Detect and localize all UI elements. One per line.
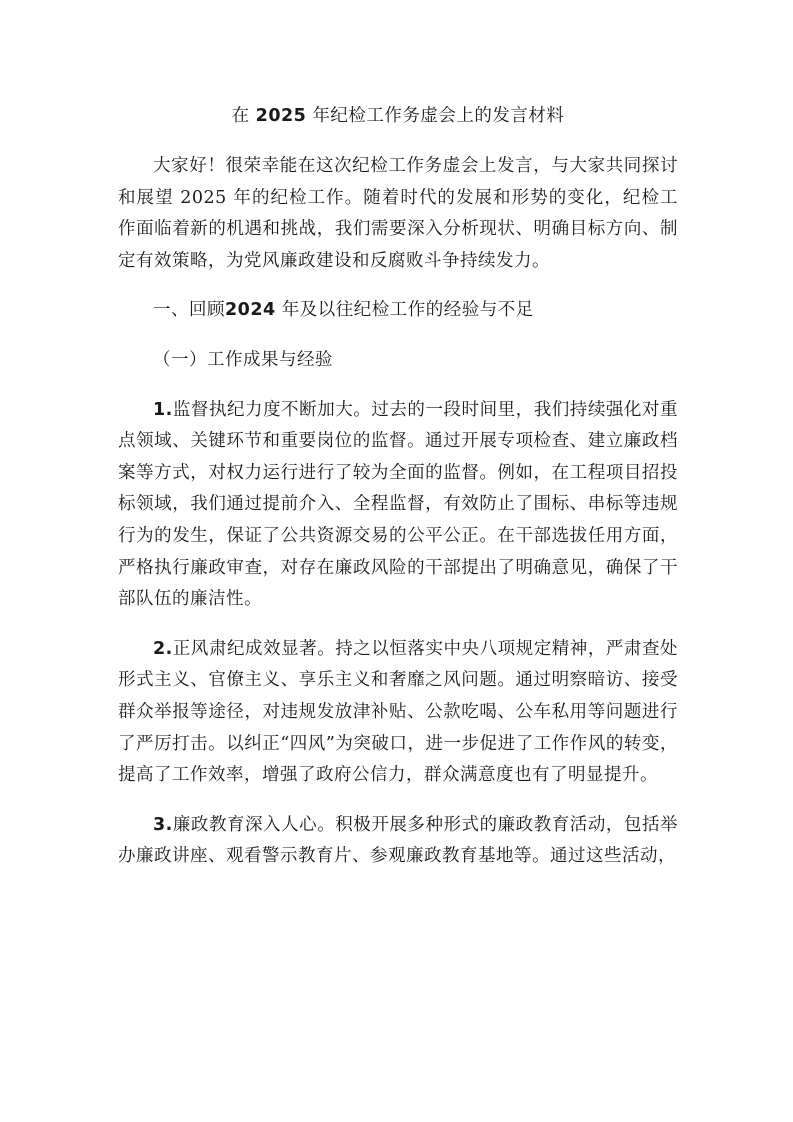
- list-item-paragraph: [118, 810, 678, 873]
- item-text: 监督执纪力度不断加大。过去的一段时间里，我们持续强化对重点领域、关键环节和重要岗位的监督。通过开展专项检查、建立廉政档案等方式，对权力运行进行了较为全面的监督。例如，在工程项目招投标领域，我们通过提前介入、全程监督，有效防止了围标、串标等违规行为的发生，保证了公共资源交易的公平公正。在干部选拔任用方面，严格执行廉政审查，对存在廉政风险的干部提出了明确意见，确保了干部队伍的廉洁性。: [118, 399, 678, 610]
- title-prefix: 在: [231, 106, 250, 126]
- section-heading-suffix: 年及以往纪检工作的经验与不足: [281, 300, 534, 321]
- title-suffix: 年纪检工作务虚会上的发言材料: [312, 106, 565, 126]
- section-heading-prefix: 一、回顾: [153, 300, 225, 321]
- intro-paragraph: 大家好！很荣幸能在这次纪检工作务虚会上发言，与大家共同探讨和展望 2025 年的纪检工作。随着时代的发展和形势的变化，纪检工作面临着新的机遇和挑战，我们需要深入分析现状、明确目标方向、制定有效策略，为党风廉政建设和反腐败斗争持续发力。: [118, 156, 678, 271]
- item-number: 2.: [153, 638, 173, 659]
- item-text: 廉政教育深入人心。积极开展多种形式的廉政教育活动，包括举办廉政讲座、观看警示教育片、参观廉政教育基地等。通过这些活动，: [118, 814, 678, 867]
- subsection-heading-1: （一）工作成果与经验: [153, 349, 333, 370]
- section-heading-1: [118, 295, 678, 327]
- item-number: 3.: [153, 814, 173, 835]
- section-heading-year: 2024: [225, 300, 276, 321]
- document-title: [118, 101, 678, 131]
- list-item-paragraph: [118, 634, 678, 792]
- item-number: 1.: [153, 399, 173, 420]
- item-text: 正风肃纪成效显著。持之以恒落实中央八项规定精神，严肃查处形式主义、官僚主义、享乐主义和奢靡之风问题。通过明察暗访、接受群众举报等途径，对违规发放津补贴、公款吃喝、公车私用等问题进行了严厉打击。以纠正“四风”为突破口，进一步促进了工作作风的转变，提高了工作效率，增强了政府公信力，群众满意度也有了明显提升。: [118, 638, 678, 786]
- list-item-paragraph: [118, 395, 678, 616]
- document-body: [118, 151, 678, 891]
- title-year: 2025: [255, 106, 307, 126]
